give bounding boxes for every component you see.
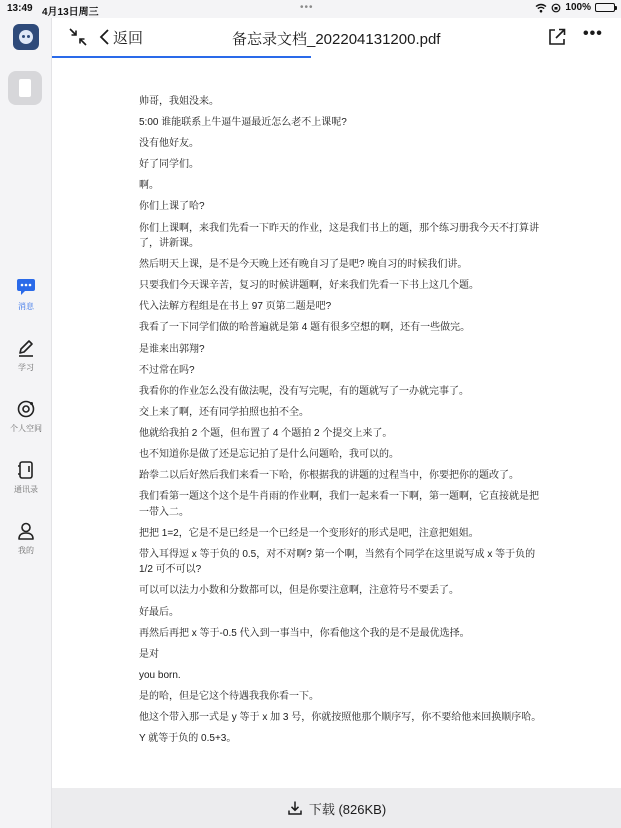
back-button[interactable] [98, 26, 143, 48]
wifi-icon [535, 3, 547, 13]
document-line: 然后明天上课，是不是今天晚上还有晚自习了是吧? 晚自习的时候我们讲。 [139, 259, 468, 271]
document-line: 跆拳二以后好然后我们来看一下哈，你根据我的讲题的过程当中，你要把你的题改了。 [139, 470, 519, 482]
nav-item-personal-space[interactable] [0, 398, 52, 434]
orientation-lock-icon [551, 3, 561, 13]
document-title: 备忘录文档_202204131200.pdf [232, 31, 441, 48]
download-icon [287, 800, 303, 816]
back-label: 返回 [113, 29, 144, 47]
nav-item-label: 通讯录 [14, 485, 38, 494]
chevron-left-icon [98, 28, 110, 46]
document-line: 把把 1=2，它是不是已经是一个已经是一个变形好的形式是吧，注意把姐姐。 [139, 527, 479, 539]
share-icon[interactable] [546, 26, 568, 48]
document-line: 他这个带入那一式是 y 等于 x 加 3 号，你就按照他那个顺序写，你不要给他来回换顺序哈。 [139, 712, 542, 724]
collapse-icon[interactable] [68, 27, 88, 47]
document-line: 好最后。 [139, 606, 179, 618]
document-line: 可以可以法力小数和分数都可以，但是你要注意啊，注意符号不要丢了。 [139, 585, 459, 597]
document-line: 5:00 谁能联系上牛逼牛逼最近怎么老不上课呢? [139, 117, 347, 129]
document-line: 是的哈，但是它这个待遇我我你看一下。 [139, 690, 319, 702]
nav-item-messages[interactable] [0, 276, 52, 312]
contacts-icon [15, 459, 37, 481]
pdf-viewer[interactable] [52, 58, 621, 788]
status-indicators [535, 2, 615, 13]
document-line: 啊。 [139, 180, 159, 192]
user-icon [15, 520, 37, 542]
nav-item-label: 我的 [18, 546, 34, 555]
document-line: 你们上课了哈? [139, 201, 205, 213]
document-line: 是谁来出郭翔? [139, 343, 205, 355]
document-line: you born. [139, 669, 181, 681]
document-line: 我看了一下同学们做的哈普遍就是第 4 题有很多空想的啊，还有一些做完。 [139, 322, 471, 334]
document-line: 是对 [139, 648, 159, 660]
status-date: 4月13日周三 [42, 7, 99, 18]
document-line: 不过常在吗? [139, 364, 195, 376]
nav-item-label: 消息 [18, 302, 34, 311]
document-line: 没有他好友。 [139, 138, 199, 150]
more-options-icon[interactable]: ••• [583, 25, 603, 42]
status-bar [0, 0, 621, 18]
pen-icon [15, 337, 37, 359]
document-toolbar [52, 18, 621, 58]
document-thumbnail[interactable] [8, 71, 42, 105]
document-line: 帅哥，我姐没来。 [139, 96, 219, 107]
document-line: 我们看第一题这个这个是牛肖雨的作业啊，我们一起来看一下啊，第一题啊，它直接就是把一带入二。 [139, 491, 539, 518]
document-line: 他就给我拍 2 个题，但布置了 4 个题拍 2 个提交上来了。 [139, 427, 393, 439]
battery-percent: 100% [565, 2, 591, 13]
document-line: 交上来了啊，还有同学拍照也拍不全。 [139, 406, 309, 418]
multitask-dots[interactable]: ••• [300, 2, 314, 13]
document-line: Y 就等于负的 0.5+3。 [139, 733, 237, 745]
document-line: 好了同学们。 [139, 159, 199, 171]
nav-item-contacts[interactable] [0, 459, 52, 495]
nav-item-study[interactable] [0, 337, 52, 373]
document-text [139, 94, 544, 752]
document-line: 也不知道你是做了还是忘记拍了是什么问题哈，我可以的。 [139, 449, 399, 460]
document-line: 再然后再把 x 等于-0.5 代入到一事当中，你看他这个我的是不是最优选择。 [139, 627, 470, 639]
space-icon [15, 398, 37, 420]
document-line: 我看你的作业怎么没有做法呢，没有写完呢，有的题就写了一办就完事了。 [139, 385, 469, 397]
download-button[interactable] [52, 788, 621, 828]
app-logo-icon[interactable] [13, 24, 39, 50]
status-time: 13:49 [7, 3, 33, 14]
document-line: 带入耳得逗 x 等于负的 0.5，对不对啊? 第一个啊，当然有个同学在这里说写成 x 等于负的 1/2 可不可以? [139, 548, 536, 576]
message-icon [15, 276, 37, 298]
document-line: 你们上课啊，来我们先看一下昨天的作业，这是我们书上的题，那个练习册我今天不打算讲了，讲新课。 [139, 222, 539, 250]
document-line: 只要我们今天课辛苦，复习的时候讲题啊，好来我们先看一下书上这几个题。 [139, 280, 479, 292]
nav-item-label: 学习 [18, 363, 34, 372]
battery-icon [595, 3, 615, 12]
nav-item-label: 个人空间 [10, 424, 42, 433]
download-label: 下载 (826KB) [308, 801, 387, 817]
left-rail [0, 18, 52, 828]
document-line: 代入法解方程组是在书上 97 页第二题是吧? [139, 301, 332, 313]
nav-item-me[interactable] [0, 520, 52, 556]
